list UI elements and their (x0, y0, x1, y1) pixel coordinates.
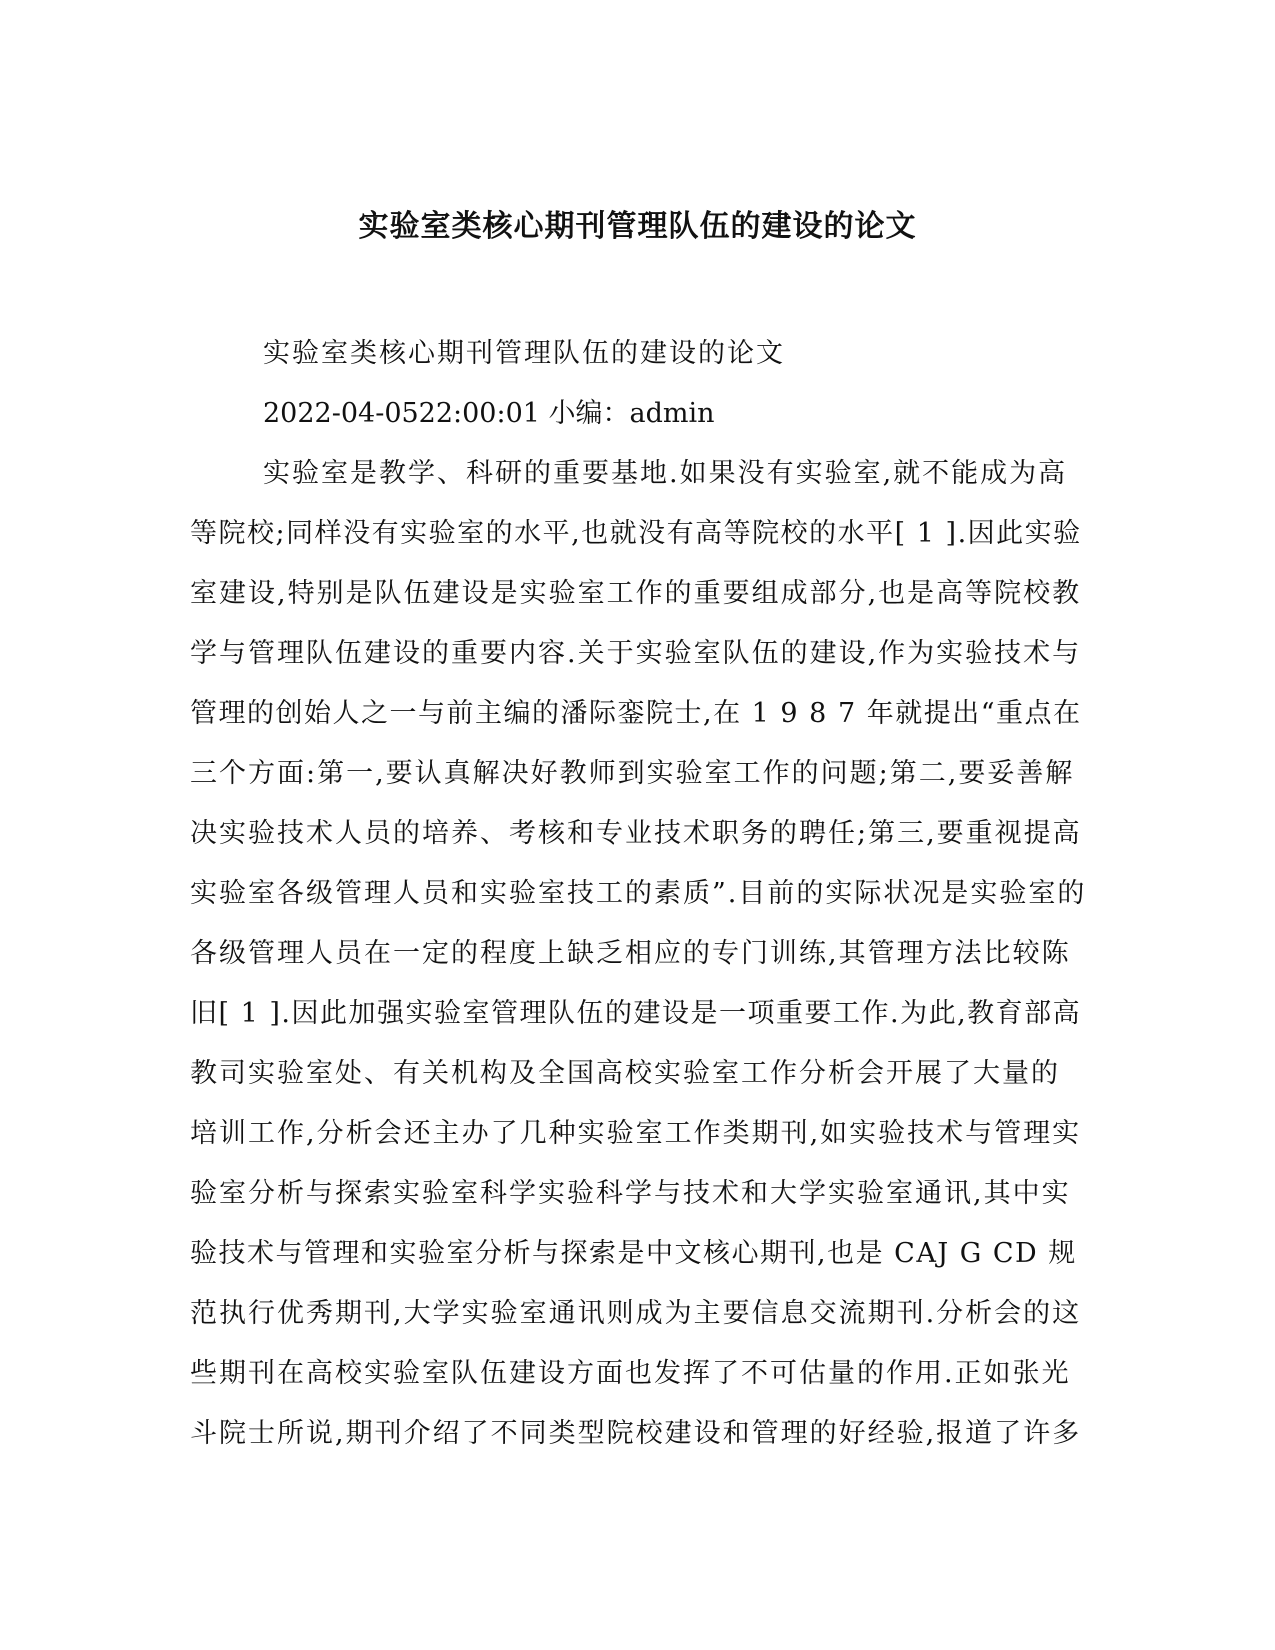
article-subtitle: 实验室类核心期刊管理队伍的建设的论文 (263, 338, 785, 369)
body-line: 学与管理队伍建设的重要内容.关于实验室队伍的建设,作为实验技术与 (190, 638, 1082, 669)
body-line: 室建设,特别是队伍建设是实验室工作的重要组成部分,也是高等院校教 (190, 578, 1082, 609)
body-line: 实验室是教学、科研的重要基地.如果没有实验室,就不能成为高 (263, 458, 1068, 489)
body-line: 三个方面:第一,要认真解决好教师到实验室工作的问题;第二,要妥善解 (190, 758, 1075, 789)
body-line: 些期刊在高校实验室队伍建设方面也发挥了不可估量的作用.正如张光 (190, 1358, 1071, 1389)
date-author-line: 2022-04-0522:00:01 小编：admin (263, 398, 715, 429)
body-line: 斗院士所说,期刊介绍了不同类型院校建设和管理的好经验,报道了许多 (190, 1418, 1082, 1449)
document-title: 实验室类核心期刊管理队伍的建设的论文 (358, 209, 917, 244)
body-line: 管理的创始人之一与前主编的潘际銮院士,在 1 9 8 7 年就提出“重点在 (190, 698, 1082, 729)
body-line: 等院校;同样没有实验室的水平,也就没有高等院校的水平[ 1 ].因此实验 (190, 518, 1082, 549)
body-line: 教司实验室处、有关机构及全国高校实验室工作分析会开展了大量的 (190, 1058, 1060, 1089)
body-line: 决实验技术人员的培养、考核和专业技术职务的聘任;第三,要重视提高 (190, 818, 1082, 849)
body-line: 培训工作,分析会还主办了几种实验室工作类期刊,如实验技术与管理实 (190, 1118, 1082, 1149)
body-line: 各级管理人员在一定的程度上缺乏相应的专门训练,其管理方法比较陈 (190, 938, 1071, 969)
body-line: 旧[ 1 ].因此加强实验室管理队伍的建设是一项重要工作.为此,教育部高 (190, 998, 1082, 1029)
body-line: 验室分析与探索实验室科学实验科学与技术和大学实验室通讯,其中实 (190, 1178, 1071, 1209)
body-line: 验技术与管理和实验室分析与探索是中文核心期刊,也是 CAJ G CD 规 (190, 1238, 1077, 1269)
body-line: 范执行优秀期刊,大学实验室通讯则成为主要信息交流期刊.分析会的这 (190, 1298, 1082, 1329)
body-line: 实验室各级管理人员和实验室技工的素质”.目前的实际状况是实验室的 (190, 878, 1087, 909)
